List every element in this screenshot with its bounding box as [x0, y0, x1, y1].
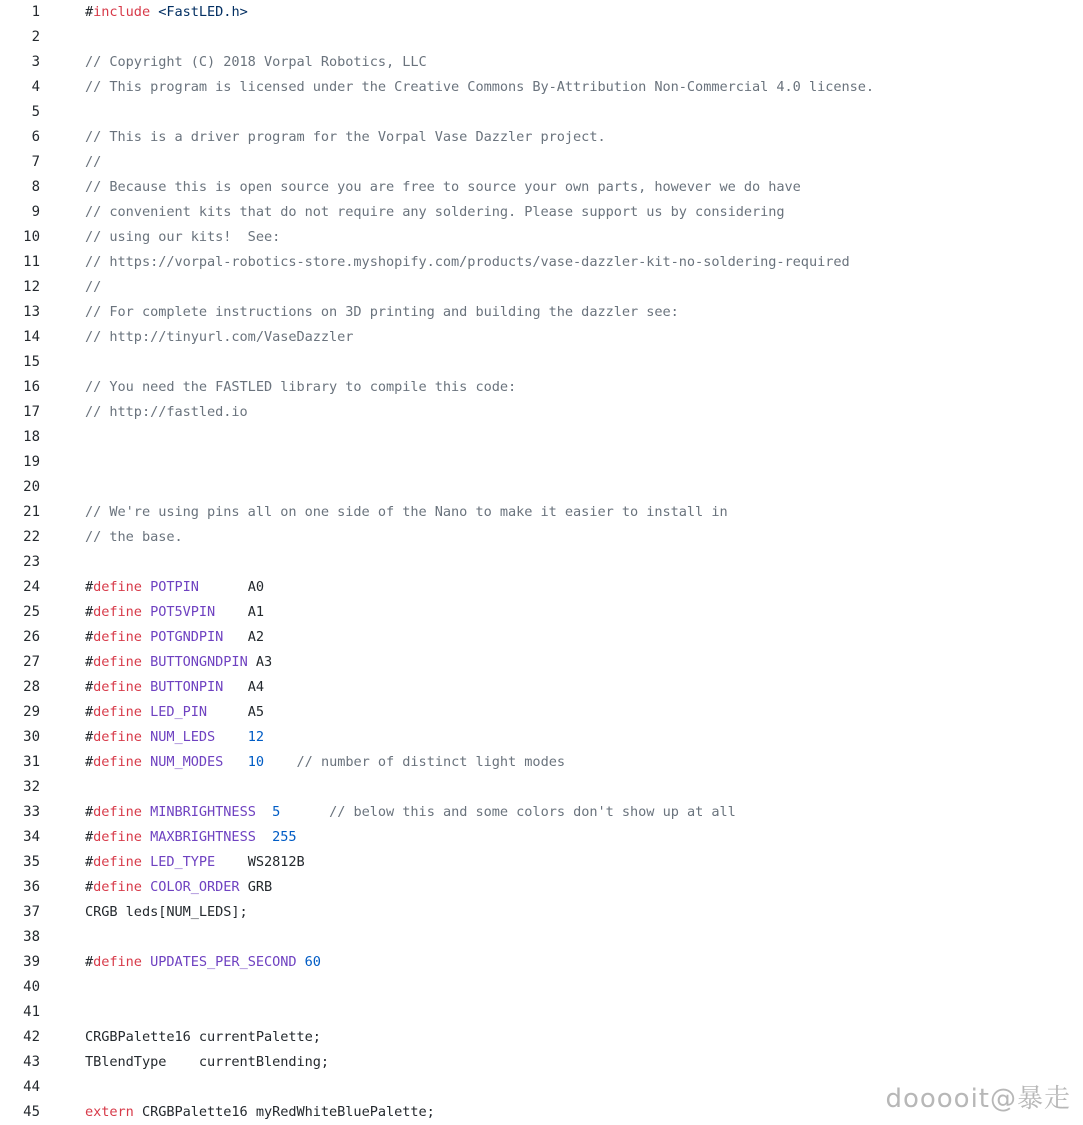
- code-line: [0, 875, 1083, 900]
- code-token: // https://vorpal-robotics-store.myshopify.com/products/vase-dazzler-kit-no-soldering-required: [85, 254, 850, 270]
- code-token: define: [93, 579, 142, 595]
- code-text: [85, 500, 728, 525]
- line-number: 7: [31, 154, 40, 170]
- code-text: [85, 725, 264, 750]
- code-token: A2: [223, 629, 264, 645]
- line-number: 8: [31, 179, 40, 195]
- line-number: 18: [23, 429, 40, 445]
- line-number: 41: [23, 1004, 40, 1020]
- code-token: BUTTONGNDPIN: [150, 654, 248, 670]
- code-token: #: [85, 804, 94, 820]
- code-text: [85, 575, 264, 600]
- code-token: // This is a driver program for the Vorpal Vase Dazzler project.: [85, 129, 606, 145]
- line-number: 4: [31, 79, 40, 95]
- code-text: [85, 375, 516, 400]
- code-token: [256, 804, 272, 820]
- code-token: 10: [247, 754, 264, 770]
- code-line: [0, 925, 1083, 950]
- code-token: POT5VPIN: [150, 604, 216, 620]
- code-token: A4: [223, 679, 264, 695]
- code-line: [0, 50, 1083, 75]
- code-text: [85, 150, 101, 175]
- code-token: [142, 804, 150, 820]
- line-number: 3: [31, 54, 40, 70]
- code-token: UPDATES_PER_SECOND: [150, 954, 297, 970]
- line-number: 29: [23, 704, 40, 720]
- line-number: 24: [23, 579, 40, 595]
- code-token: [223, 754, 247, 770]
- code-token: 255: [272, 829, 297, 845]
- code-line: [0, 1025, 1083, 1050]
- code-token: [142, 629, 150, 645]
- code-token: WS2812B: [215, 854, 305, 870]
- code-token: LED_PIN: [150, 704, 208, 720]
- code-text: [85, 950, 321, 975]
- code-token: // the base.: [85, 529, 183, 545]
- code-text: [85, 250, 850, 275]
- line-number: 34: [23, 829, 40, 845]
- code-token: [142, 604, 150, 620]
- code-token: [142, 654, 150, 670]
- line-number: 11: [23, 254, 40, 270]
- code-token: [142, 829, 150, 845]
- code-token: <FastLED.h>: [158, 4, 248, 20]
- line-number: 38: [23, 929, 40, 945]
- line-number: 14: [23, 329, 40, 345]
- code-token: [142, 679, 150, 695]
- code-token: // Copyright (C) 2018 Vorpal Robotics, LLC: [85, 54, 427, 70]
- code-text: [85, 125, 606, 150]
- code-text: [85, 650, 272, 675]
- code-token: [150, 4, 158, 20]
- code-token: [297, 954, 305, 970]
- code-token: [280, 804, 329, 820]
- code-line: [0, 200, 1083, 225]
- code-token: #: [85, 954, 94, 970]
- line-number: 21: [23, 504, 40, 520]
- code-line: [0, 0, 1083, 25]
- code-token: define: [93, 654, 142, 670]
- code-token: define: [93, 704, 142, 720]
- line-number: 40: [23, 979, 40, 995]
- code-text: [85, 300, 679, 325]
- code-token: #: [85, 754, 94, 770]
- code-text: [85, 850, 305, 875]
- code-line: [0, 1000, 1083, 1025]
- code-text: [85, 1050, 329, 1075]
- code-text: [85, 50, 427, 75]
- line-number: 23: [23, 554, 40, 570]
- code-token: [142, 754, 150, 770]
- code-token: POTGNDPIN: [150, 629, 224, 645]
- code-token: define: [93, 829, 142, 845]
- code-token: [142, 854, 150, 870]
- code-token: GRB: [239, 879, 273, 895]
- code-line: [0, 625, 1083, 650]
- code-line: [0, 975, 1083, 1000]
- code-token: define: [93, 954, 142, 970]
- code-line: [0, 250, 1083, 275]
- code-line: [0, 575, 1083, 600]
- code-token: #: [85, 704, 94, 720]
- line-number: 36: [23, 879, 40, 895]
- line-number: 2: [31, 29, 40, 45]
- code-token: #: [85, 679, 94, 695]
- code-line: [0, 125, 1083, 150]
- code-token: // using our kits! See:: [85, 229, 281, 245]
- code-token: // We're using pins all on one side of the Nano to make it easier to install in: [85, 504, 728, 520]
- code-line: [0, 500, 1083, 525]
- code-token: define: [93, 804, 142, 820]
- line-number: 26: [23, 629, 40, 645]
- code-line: [0, 475, 1083, 500]
- code-text: [85, 900, 248, 925]
- line-number: 22: [23, 529, 40, 545]
- code-token: extern: [85, 1104, 134, 1120]
- line-number: 42: [23, 1029, 40, 1045]
- code-token: define: [93, 879, 142, 895]
- line-number: 12: [23, 279, 40, 295]
- code-text: [85, 1025, 321, 1050]
- code-token: // This program is licensed under the Creative Commons By-Attribution Non-Commercial 4.0 license.: [85, 79, 875, 95]
- line-number: 1: [31, 4, 40, 20]
- code-token: NUM_MODES: [150, 754, 224, 770]
- line-number: 25: [23, 604, 40, 620]
- code-line: [0, 175, 1083, 200]
- line-number: 27: [23, 654, 40, 670]
- line-number: 13: [23, 304, 40, 320]
- code-line: [0, 550, 1083, 575]
- code-token: #: [85, 629, 94, 645]
- code-text: [85, 750, 565, 775]
- code-token: 5: [272, 804, 281, 820]
- code-token: TBlendType currentBlending;: [85, 1054, 330, 1070]
- code-token: // Because this is open source you are free to source your own parts, however we do have: [85, 179, 801, 195]
- code-text: [85, 675, 264, 700]
- code-line: [0, 450, 1083, 475]
- code-line: [0, 675, 1083, 700]
- code-token: define: [93, 854, 142, 870]
- code-token: #: [85, 579, 94, 595]
- line-number: 31: [23, 754, 40, 770]
- code-token: CRGBPalette16 currentPalette;: [85, 1029, 321, 1045]
- line-number: 20: [23, 479, 40, 495]
- code-token: [142, 954, 150, 970]
- code-token: POTPIN: [150, 579, 199, 595]
- code-line: [0, 225, 1083, 250]
- code-line: [0, 750, 1083, 775]
- code-text: [85, 875, 272, 900]
- code-text: [85, 700, 264, 725]
- code-token: #: [85, 4, 94, 20]
- code-text: [85, 400, 248, 425]
- line-number: 10: [23, 229, 40, 245]
- code-line: [0, 75, 1083, 100]
- code-text: [85, 175, 801, 200]
- code-token: MINBRIGHTNESS: [150, 804, 256, 820]
- line-number: 43: [23, 1054, 40, 1070]
- code-token: //: [85, 279, 102, 295]
- code-token: A1: [215, 604, 264, 620]
- line-number: 37: [23, 904, 40, 920]
- code-token: define: [93, 754, 142, 770]
- code-token: BUTTONPIN: [150, 679, 224, 695]
- code-token: 12: [247, 729, 264, 745]
- code-line: [0, 325, 1083, 350]
- code-line: [0, 775, 1083, 800]
- code-text: [85, 200, 785, 225]
- code-token: // For complete instructions on 3D printing and building the dazzler see:: [85, 304, 679, 320]
- code-token: #: [85, 829, 94, 845]
- line-number: 30: [23, 729, 40, 745]
- code-text: [85, 275, 101, 300]
- code-text: [85, 825, 297, 850]
- code-text: [85, 600, 264, 625]
- code-token: 60: [304, 954, 321, 970]
- code-line: [0, 425, 1083, 450]
- code-token: //: [85, 154, 102, 170]
- code-line: [0, 350, 1083, 375]
- code-token: [142, 729, 150, 745]
- code-token: CRGBPalette16 myRedWhiteBluePalette;: [133, 1104, 435, 1120]
- code-line: [0, 650, 1083, 675]
- code-token: define: [93, 604, 142, 620]
- line-number: 35: [23, 854, 40, 870]
- line-number: 9: [31, 204, 40, 220]
- code-token: [215, 729, 248, 745]
- code-token: // http://fastled.io: [85, 404, 248, 420]
- line-number: 17: [23, 404, 40, 420]
- line-number: 6: [31, 129, 40, 145]
- code-token: define: [93, 729, 142, 745]
- code-line: [0, 800, 1083, 825]
- code-token: [264, 754, 297, 770]
- line-number: 5: [31, 104, 40, 120]
- line-number: 16: [23, 379, 40, 395]
- code-token: A3: [247, 654, 273, 670]
- code-token: // http://tinyurl.com/VaseDazzler: [85, 329, 354, 345]
- code-token: #: [85, 729, 94, 745]
- code-text: [85, 525, 183, 550]
- code-text: [85, 75, 874, 100]
- code-line: [0, 25, 1083, 50]
- line-number: 44: [23, 1079, 40, 1095]
- line-number: 28: [23, 679, 40, 695]
- code-token: // below this and some colors don't show up at all: [329, 804, 736, 820]
- code-text: [85, 625, 264, 650]
- code-line: [0, 700, 1083, 725]
- code-token: MAXBRIGHTNESS: [150, 829, 256, 845]
- code-token: #: [85, 854, 94, 870]
- code-text: [85, 325, 353, 350]
- code-token: COLOR_ORDER: [150, 879, 240, 895]
- code-line: [0, 150, 1083, 175]
- code-line: [0, 400, 1083, 425]
- code-line: [0, 375, 1083, 400]
- code-token: [256, 829, 272, 845]
- code-line: [0, 1050, 1083, 1075]
- code-line: [0, 600, 1083, 625]
- line-number: 19: [23, 454, 40, 470]
- code-token: LED_TYPE: [150, 854, 216, 870]
- code-text: [85, 1100, 435, 1125]
- code-line: [0, 275, 1083, 300]
- code-token: // convenient kits that do not require any soldering. Please support us by considering: [85, 204, 785, 220]
- code-line: [0, 100, 1083, 125]
- code-token: A0: [198, 579, 264, 595]
- code-line: [0, 725, 1083, 750]
- line-number: 32: [23, 779, 40, 795]
- code-line: [0, 900, 1083, 925]
- code-token: define: [93, 629, 142, 645]
- code-token: A5: [207, 704, 264, 720]
- code-text: [85, 0, 248, 25]
- code-line: [0, 850, 1083, 875]
- code-line: [0, 300, 1083, 325]
- code-line: [0, 525, 1083, 550]
- code-token: [142, 704, 150, 720]
- line-number: 15: [23, 354, 40, 370]
- code-token: include: [93, 4, 151, 20]
- code-text: [85, 225, 280, 250]
- code-token: define: [93, 679, 142, 695]
- code-token: CRGB leds[NUM_LEDS];: [85, 904, 248, 920]
- line-number: 39: [23, 954, 40, 970]
- code-token: #: [85, 879, 94, 895]
- code-text: [85, 800, 736, 825]
- line-number: 45: [23, 1104, 40, 1120]
- code-token: #: [85, 604, 94, 620]
- code-line: [0, 950, 1083, 975]
- code-token: [142, 879, 150, 895]
- line-number: 33: [23, 804, 40, 820]
- code-token: NUM_LEDS: [150, 729, 216, 745]
- code-token: // You need the FASTLED library to compile this code:: [85, 379, 517, 395]
- code-token: #: [85, 654, 94, 670]
- code-line: [0, 825, 1083, 850]
- watermark: dooooit@暴走: [885, 1084, 1071, 1114]
- code-token: [142, 579, 150, 595]
- code-token: // number of distinct light modes: [296, 754, 565, 770]
